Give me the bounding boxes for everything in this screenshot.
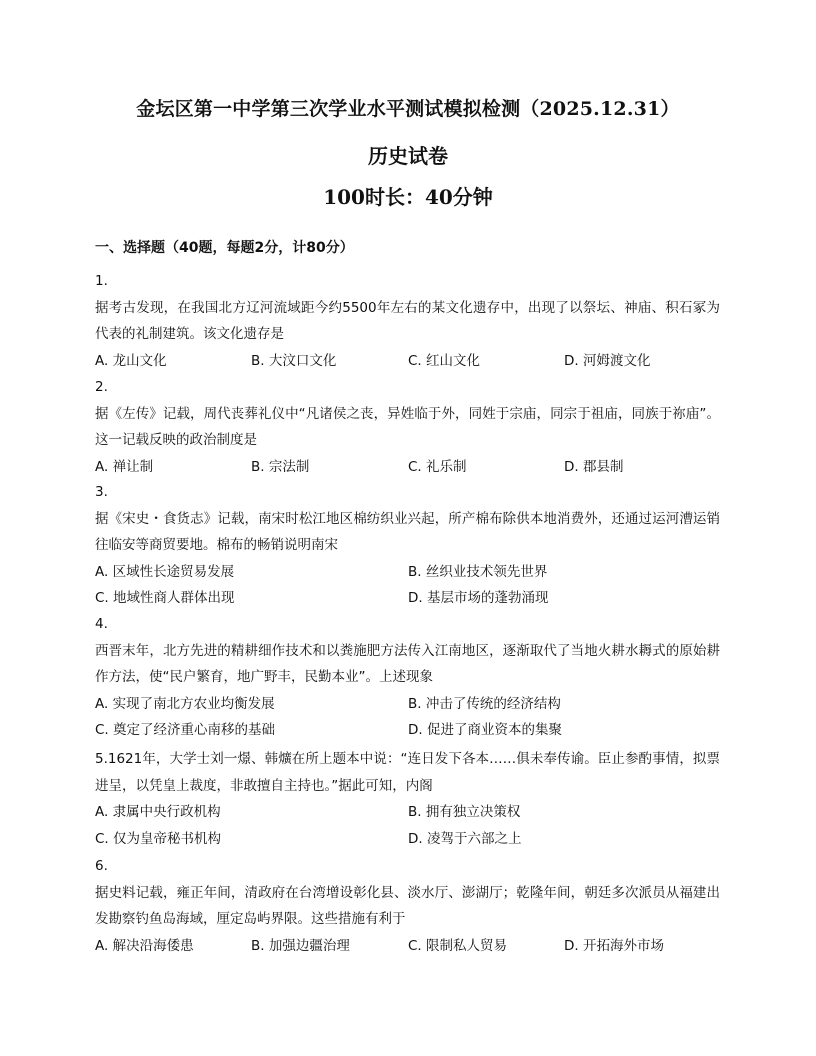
option-b: B. 丝织业技术领先世界 bbox=[408, 563, 548, 580]
option-a: A. 区域性长途贸易发展 bbox=[95, 563, 235, 580]
options-row bbox=[95, 799, 720, 826]
question-stem: 5.1621年，大学士刘一燝、韩爌在所上题本中说：“连日发下各本……俱未奉传谕。臣止参酌事情，拟票进呈，以凭皇上裁度，非敢擅自主持也。”据此可知，内阁 bbox=[95, 751, 720, 794]
question-stem: 据考古发现，在我国北方辽河流域距今约5500年左右的某文化遗存中，出现了以祭坛、神庙、积石冢为代表的礼制建筑。该文化遗存是 bbox=[95, 299, 720, 342]
question-number: 3. bbox=[95, 484, 108, 500]
option-b: B. 大汶口文化 bbox=[251, 352, 337, 369]
question-5 bbox=[95, 746, 720, 852]
option-a: A. 隶属中央行政机构 bbox=[95, 804, 221, 820]
option-c: C. 限制私人贸易 bbox=[408, 937, 508, 954]
question-stem: 据《宋史・食货志》记载，南宋时松江地区棉纺织业兴起，所产棉布除供本地消费外，还通过运河漕运销往临安等商贸要地。棉布的畅销说明南宋 bbox=[95, 510, 720, 553]
options-row bbox=[95, 691, 720, 718]
options-row bbox=[95, 826, 720, 853]
option-c: C. 奠定了经济重心南移的基础 bbox=[95, 722, 276, 738]
option-d: D. 郡县制 bbox=[564, 458, 624, 475]
question-number: 4. bbox=[95, 616, 108, 632]
options-row bbox=[95, 717, 720, 744]
subject-title: 历史试卷 bbox=[368, 144, 448, 168]
option-a: A. 实现了南北方农业均衡发展 bbox=[95, 695, 275, 712]
option-d: D. 河姆渡文化 bbox=[564, 352, 651, 369]
question-2 bbox=[95, 374, 720, 480]
option-d: D. 凌驾于六部之上 bbox=[408, 830, 522, 847]
option-c: C. 仅为皇帝秘书机构 bbox=[95, 830, 222, 847]
option-a: A. 龙山文化 bbox=[95, 352, 167, 369]
exam-title: 金坛区第一中学第三次学业水平测试模拟检测（2025.12.31） bbox=[136, 98, 680, 120]
option-b: B. 拥有独立决策权 bbox=[408, 804, 521, 820]
question-1 bbox=[95, 268, 720, 374]
option-c: C. 礼乐制 bbox=[408, 458, 467, 475]
option-c: C. 地域性商人群体出现 bbox=[95, 590, 235, 606]
option-d: D. 基层市场的蓬勃涌现 bbox=[408, 590, 549, 606]
option-c: C. 红山文化 bbox=[408, 352, 481, 369]
duration-line: 100时长：40分钟 bbox=[323, 185, 493, 209]
option-b: B. 冲击了传统的经济结构 bbox=[408, 695, 561, 712]
section-heading: 一、选择题（40题，每题2分，计80分） bbox=[95, 240, 354, 256]
question-number: 6. bbox=[95, 858, 108, 874]
options-row bbox=[95, 454, 720, 481]
question-6 bbox=[95, 853, 720, 959]
question-stem: 据史料记载，雍正年间，清政府在台湾增设彰化县、淡水厅、澎湖厅；乾隆年间，朝廷多次派员从福建出发勘察钓鱼岛海域，厘定岛屿界限。这些措施有利于 bbox=[95, 884, 720, 927]
question-stem: 西晋末年，北方先进的精耕细作技术和以粪施肥方法传入江南地区，逐渐取代了当地火耕水耨式的原始耕作方法，使“民户繁育，地广野丰，民勤本业”。上述现象 bbox=[95, 642, 720, 685]
option-a: A. 解决沿海倭患 bbox=[95, 937, 194, 954]
option-d: D. 促进了商业资本的集聚 bbox=[408, 722, 562, 738]
question-3 bbox=[95, 479, 720, 612]
option-b: B. 宗法制 bbox=[251, 458, 310, 475]
question-stem: 据《左传》记载，周代丧葬礼仪中“凡诸侯之丧，异姓临于外，同姓于宗庙，同宗于祖庙，同族于祢庙”。这一记载反映的政治制度是 bbox=[95, 405, 720, 448]
options-row bbox=[95, 559, 720, 586]
options-row bbox=[95, 585, 720, 612]
options-row bbox=[95, 933, 720, 960]
options-row bbox=[95, 348, 720, 375]
question-number: 2. bbox=[95, 379, 108, 395]
option-b: B. 加强边疆治理 bbox=[251, 937, 350, 954]
question-4 bbox=[95, 611, 720, 744]
option-a: A. 禅让制 bbox=[95, 458, 154, 475]
question-number: 1. bbox=[95, 273, 108, 289]
option-d: D. 开拓海外市场 bbox=[564, 937, 664, 954]
